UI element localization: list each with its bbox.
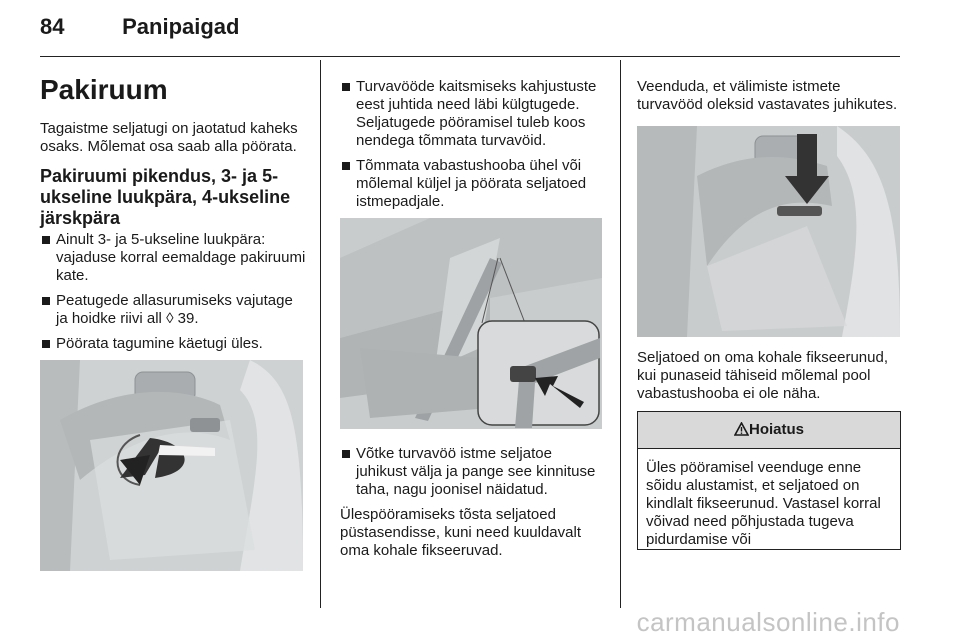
reference-icon: ◊ bbox=[166, 310, 174, 327]
warning-triangle-icon bbox=[734, 422, 749, 436]
reference-page: 39. bbox=[177, 310, 199, 327]
instruction-list bbox=[40, 231, 306, 353]
list-item: Võtke turvavöö istme seljatoe juhikust välja ja pange see kinnituse taha, nagu joonisel näidatud. bbox=[340, 445, 602, 499]
seatbelt-figure bbox=[340, 218, 602, 429]
list-item: Ainult 3- ja 5-ukseline luukpära: vajaduse korral eemaldage pakiruumi kate. bbox=[40, 231, 306, 285]
seatbelt-illustration bbox=[340, 218, 602, 429]
fastening-figure bbox=[637, 126, 900, 337]
instruction-list bbox=[340, 78, 602, 211]
fastening-illustration bbox=[637, 126, 900, 337]
armrest-illustration bbox=[40, 360, 303, 571]
column-3 bbox=[637, 78, 905, 550]
header-rule bbox=[40, 56, 900, 57]
column-1 bbox=[40, 74, 306, 571]
paragraph: Ülespööramiseks tõsta seljatoed püstasendisse, kuni need kuuldavalt oma kohale fikseeruvad. bbox=[340, 506, 581, 559]
list-item bbox=[40, 292, 306, 328]
warning-header bbox=[638, 412, 900, 449]
column-2 bbox=[340, 78, 602, 560]
page-header bbox=[40, 14, 239, 40]
watermark: carmanualsonline.info bbox=[636, 607, 900, 637]
page-title: Pakiruum bbox=[40, 74, 168, 105]
warning-box bbox=[637, 411, 901, 550]
list-item: Turvavööde kaitsmiseks kahjustuste eest juhtida need läbi külgtugede. Seljatugede pööramisel tuleb koos nendega tõmmata turvavöid. bbox=[340, 78, 602, 150]
column-divider-2 bbox=[620, 60, 621, 608]
intro-text: Tagaistme seljatugi on jaotatud kaheks osaks. Mõlemat osa saab alla pöörata. bbox=[40, 120, 298, 155]
subsection-title: Pakiruumi pikendus, 3- ja 5-ukseline luukpära, 4-ukseline järskpära bbox=[40, 166, 291, 228]
section-title: Panipaigad bbox=[122, 14, 240, 39]
warning-title: Hoiatus bbox=[748, 421, 804, 438]
page-number: 84 bbox=[40, 14, 65, 39]
list-item: Tõmmata vabastushooba ühel või mõlemal küljel ja pöörata seljatoed istmepadjale. bbox=[340, 157, 602, 211]
armrest-figure bbox=[40, 360, 303, 571]
warning-text: Üles pööramisel veenduge enne sõidu alustamist, et seljatoed on kindlalt fikseerunud. Vastasel korral võivad need põhjustada tugeva pidurdamise või bbox=[646, 459, 881, 548]
column-divider-1 bbox=[320, 60, 321, 608]
list-item-text: Peatugede allasurumiseks vajutage ja hoidke riivi all bbox=[56, 292, 293, 327]
instruction-list bbox=[340, 445, 602, 499]
paragraph: Seljatoed on oma kohale fikseerunud, kui punaseid tähiseid mõlemal pool vabastushooba ei ole näha. bbox=[637, 349, 889, 402]
list-item: Pöörata tagumine käetugi üles. bbox=[40, 335, 306, 353]
paragraph: Veenduda, et välimiste istmete turvavööd oleksid vastavates juhikutes. bbox=[637, 78, 898, 113]
